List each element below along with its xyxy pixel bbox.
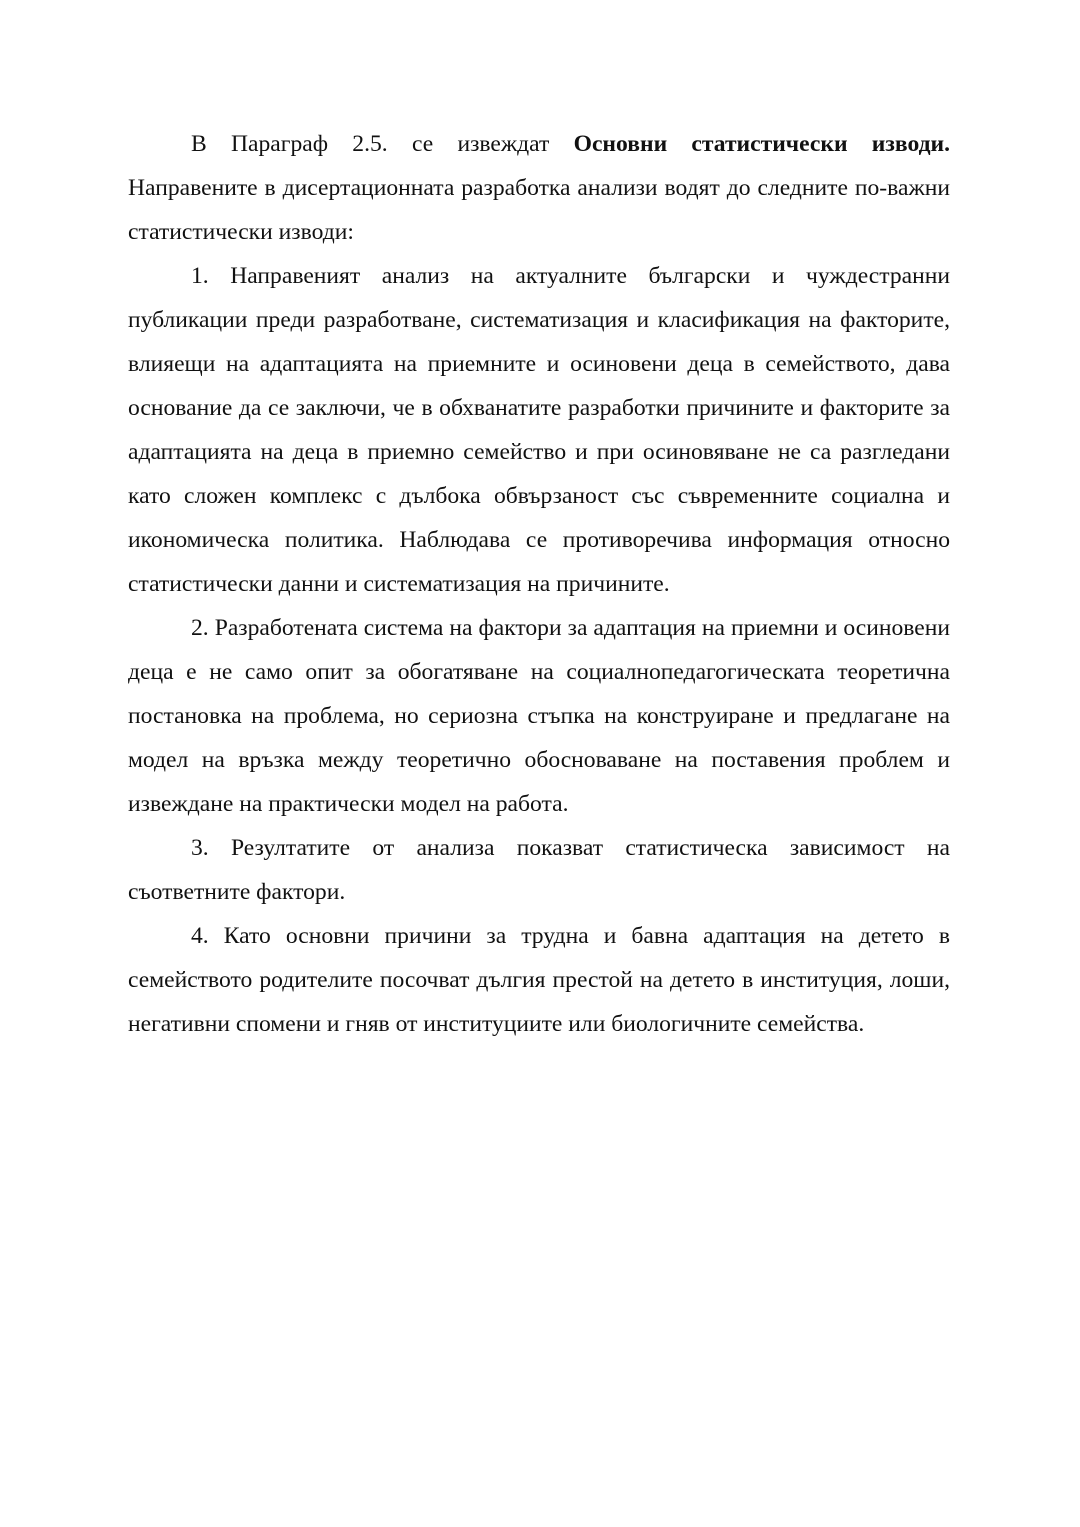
intro-lead: В Параграф 2.5. се извеждат — [191, 131, 574, 157]
conclusion-item-4: 4. Като основни причини за трудна и бавна адаптация на детето в семейството родителите посочват дългия престой на детето в институция, лоши, негативни спомени и гняв от институциите или биологичните семейства. — [128, 923, 950, 1037]
intro-paragraph — [128, 122, 950, 254]
conclusion-item-2: 2. Разработената система на фактори за адаптация на приемни и осиновени деца е не само опит за обогатяване на социалнопедагогическата теоретична постановка на проблема, но сериозна стъпка на конструиране и предлагане на модел на връзка между теоретично обосноваване на поставения проблем и извеждане на практически модел на работа. — [128, 615, 950, 817]
conclusion-item-1: 1. Направеният анализ на актуалните български и чуждестранни публикации преди разработване, систематизация и класификация на факторите, влияещи на адаптацията на приемните и осиновени деца в семейството, дава основание да се заключи, че в обхванатите разработки причините и факторите за адаптацията на деца в приемно семейство и при осиновяване не са разгледани като сложен комплекс с дълбока обвързаност със съвременните социална и икономическа политика. Наблюдава се противоречива информация относно статистически данни и систематизация на причините. — [128, 263, 950, 597]
intro-rest: Направените в дисертационната разработка анализи водят до следните по-важни статистически изводи: — [128, 175, 950, 245]
intro-bold-heading: Основни статистически изводи. — [573, 131, 951, 157]
document-page — [128, 122, 950, 1046]
conclusion-item-3: 3. Резултатите от анализа показват статистическа зависимост на съответните фактори. — [128, 835, 950, 905]
